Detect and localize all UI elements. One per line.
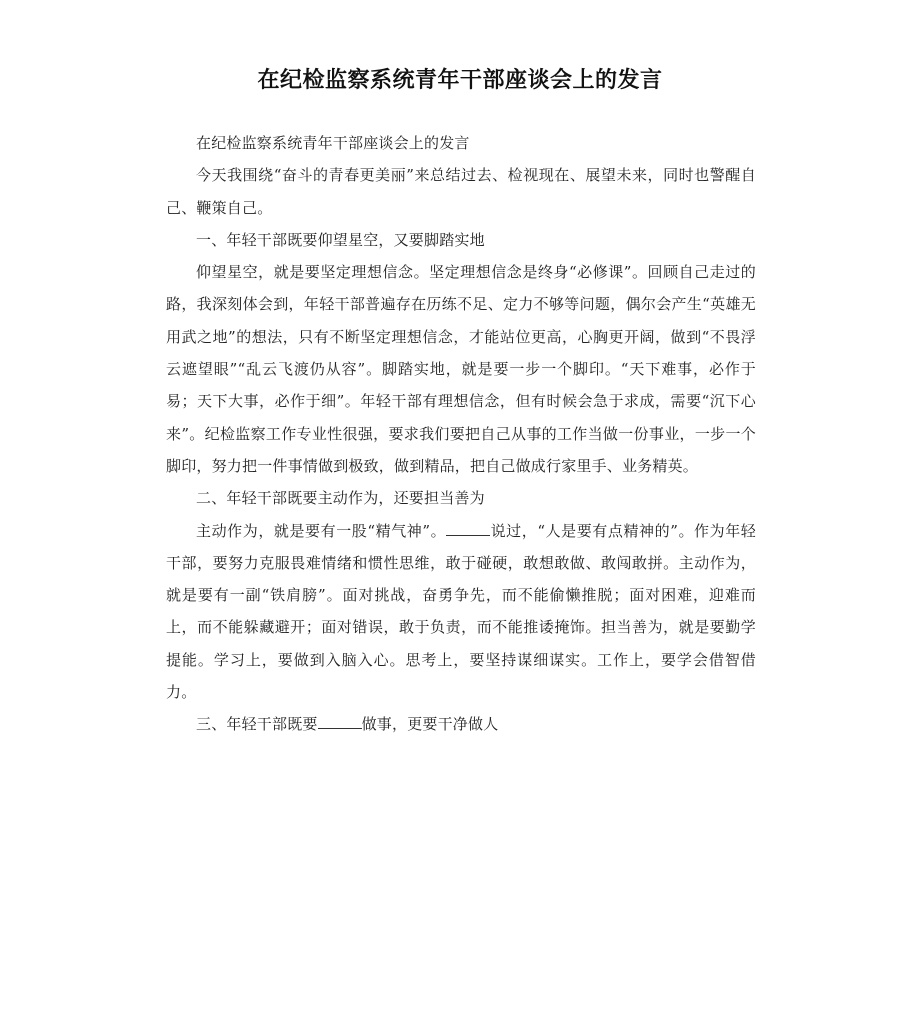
document-title: 在纪检监察系统青年干部座谈会上的发言 — [257, 68, 663, 93]
section-heading-1: 一、年轻干部既要仰望星空，又要脚踏实地 — [196, 230, 485, 249]
paragraph-section-2-before: 主动作为，就是要有一股“精气神”。 — [196, 521, 447, 540]
section-heading-3-before: 三、年轻干部既要 — [196, 715, 318, 734]
section-heading-3 — [166, 708, 756, 740]
paragraph-section-2-after: 说过，“人是要有点精神的”。作为年轻干部，要努力克服畏难情绪和惯性思维，敢于碰硬，敢想敢做、敢闯敢拼。主动作为，就是要有一副“铁肩膀”。面对挑战，奋勇争先，而不能偷懒推脱；面对困难，迎难而上，而不能躲藏避开；面对错误，敢于负责，而不能推诿掩饰。担当善为，就是要勤学提能。学习上，要做到入脑入心。思考上，要坚持谋细谋实。工作上，要学会借智借力。 — [166, 521, 756, 702]
paragraph-section-1: 仰望星空，就是要坚定理想信念。坚定理想信念是终身“必修课”。回顾自己走过的路，我深刻体会到，年轻干部普遍存在历练不足、定力不够等问题，偶尔会产生“英雄无用武之地”的想法，只有不断坚定理想信念，才能站位更高，心胸更开阔，做到“不畏浮云遮望眼”“乱云飞渡仍从容”。脚踏实地，就是要一步一个脚印。“天下难事，必作于易；天下大事，必作于细”。年轻干部有理想信念，但有时候会急于求成，需要“沉下心来”。纪检监察工作专业性很强，要求我们要把自己从事的工作当做一份事业，一步一个脚印，努力把一件事情做到极致，做到精品，把自己做成行家里手、业务精英。 — [166, 263, 756, 475]
paragraph-subtitle: 在纪检监察系统青年干部座谈会上的发言 — [196, 134, 470, 152]
document-body — [166, 127, 756, 741]
blank-underline — [446, 523, 490, 536]
paragraph-intro: 今天我围绕“奋斗的青春更美丽”来总结过去、检视现在、展望未来，同时也警醒自己、鞭策自己。 — [166, 166, 756, 217]
paragraph-section-2 — [166, 515, 756, 709]
section-heading-3-after: 做事，更要干净做人 — [361, 715, 499, 734]
section-heading-2: 二、年轻干部既要主动作为，还要担当善为 — [196, 489, 485, 508]
blank-underline — [318, 716, 362, 729]
